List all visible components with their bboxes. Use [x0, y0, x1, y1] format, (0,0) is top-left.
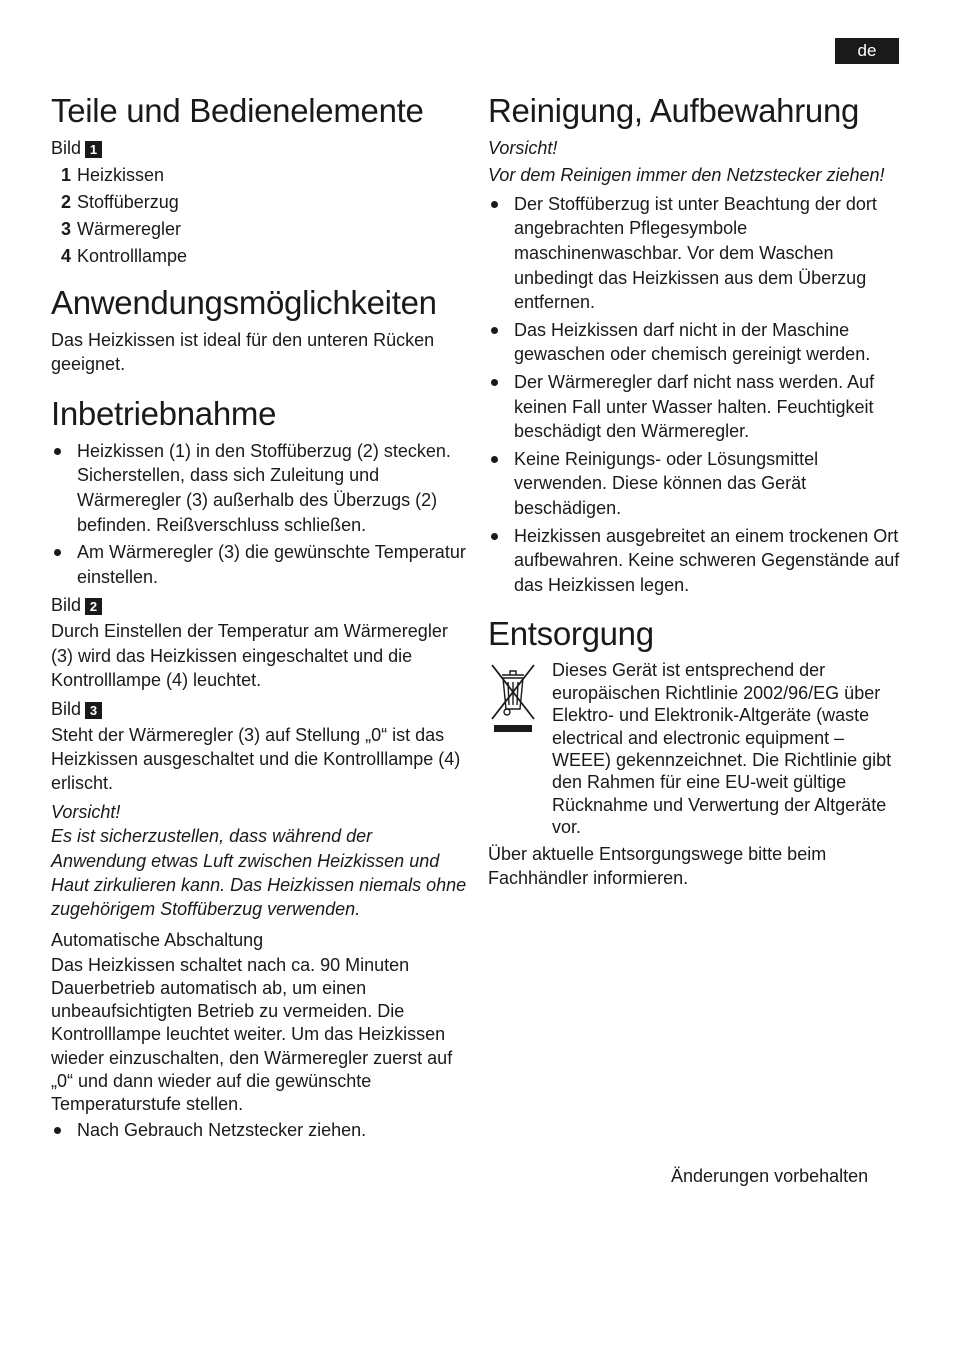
- bullet-text: Keine Reinigungs- oder Lösungsmittel verwenden. Diese können das Gerät beschädigen.: [514, 448, 819, 518]
- list-item: [488, 370, 903, 444]
- caution-text: Vor dem Reinigen immer den Netzstecker ziehen!: [488, 165, 885, 186]
- bullet-text: Nach Gebrauch Netzstecker ziehen.: [77, 1120, 367, 1141]
- list-item: [488, 192, 903, 315]
- footer-note: Änderungen vorbehalten: [671, 1166, 869, 1186]
- part-number: 3: [60, 219, 71, 239]
- bullet-text: Das Heizkissen darf nicht in der Maschine gewaschen oder chemisch gereinigt werden.: [514, 319, 871, 365]
- weee-text: [552, 659, 903, 838]
- bullet-dot-icon: [54, 448, 61, 455]
- bullet-dot-icon: [54, 1127, 61, 1134]
- usage-text: Das Heizkissen ist ideal für den unteren Rücken geeignet.: [51, 330, 435, 375]
- right-column: [488, 90, 903, 902]
- figure-number-badge: 2: [85, 598, 102, 615]
- caution-title: Vorsicht!: [488, 138, 558, 158]
- section-parts: [51, 92, 471, 270]
- crossed-out-wheelie-bin-icon: [488, 659, 542, 838]
- section-cleaning: [488, 92, 903, 597]
- heading-disposal: Entsorgung: [488, 615, 654, 653]
- left-column: [51, 90, 471, 1155]
- figure-number-badge: 1: [85, 141, 102, 158]
- section-startup: [51, 395, 471, 1143]
- language-badge: de: [835, 38, 899, 64]
- part-label: Wärmeregler: [77, 219, 182, 239]
- list-item: [51, 189, 471, 216]
- part-label: Heizkissen: [77, 165, 165, 185]
- bullet-text: Der Stoffüberzug ist unter Beachtung der dort angebrachten Pflegesymbole maschinenwaschbar. Vor dem Waschen unbedingt das Heizkissen aus dem Überzug entfernen.: [514, 193, 877, 313]
- list-item: [488, 524, 903, 598]
- bullet-dot-icon: [54, 549, 61, 556]
- bullet-text: Am Wärmeregler (3) die gewünschte Temperatur einstellen.: [77, 542, 466, 587]
- bullet-text: Der Wärmeregler darf nicht nass werden. Auf keinen Fall unter Wasser halten. Feuchtigkeit beschädigt den Wärmeregler.: [514, 371, 875, 442]
- part-number: 1: [60, 165, 71, 185]
- list-item: [51, 243, 471, 270]
- heading-cleaning: Reinigung, Aufbewahrung: [488, 92, 860, 129]
- heading-usage: Anwendungsmöglichkeiten: [51, 284, 437, 321]
- caution-text: Es ist sicherzustellen, dass während der Anwendung etwas Luft zwischen Heizkissen und Haut zirkulieren kann. Das Heizkissen niemals ohne zugehörigem Stoffüberzug verwenden.: [51, 826, 467, 920]
- auto-shutoff-text: Das Heizkissen schaltet nach ca. 90 Minuten Dauerbetrieb automatisch ab, um einen unbeaufsichtigten Betrieb zu vermeiden. Die Kontrolllampe leuchtet weiter. Um das Heizkissen wieder einzuschalten, den Wärmeregler zuerst auf „0“ und dann wieder auf die gewünschte Temperaturstufe stellen.: [51, 954, 453, 1115]
- list-item: [488, 318, 903, 367]
- figure-label-2: [51, 593, 471, 617]
- list-item: [488, 447, 903, 521]
- caution-title: Vorsicht!: [51, 801, 121, 822]
- bullet-text: Heizkissen ausgebreitet an einem trockenen Ort aufbewahren. Keine schweren Gegenstände auf das Heizkissen legen.: [514, 525, 900, 595]
- disposal-text: Über aktuelle Entsorgungswege bitte beim Fachhändler informieren.: [488, 843, 827, 888]
- list-item: [51, 439, 471, 537]
- figure-label-text: Bild: [51, 138, 82, 158]
- startup-bullets: [51, 439, 471, 590]
- bullet-dot-icon: [491, 533, 498, 540]
- list-item: [51, 162, 471, 189]
- figure-number-badge: 3: [85, 702, 102, 719]
- part-label: Kontrolllampe: [77, 246, 188, 266]
- bullet-dot-icon: [491, 327, 498, 334]
- figure-2-text: Durch Einstellen der Temperatur am Wärmeregler (3) wird das Heizkissen eingeschaltet und die Kontrolllampe (4) leuchtet.: [51, 621, 448, 691]
- bullet-dot-icon: [491, 456, 498, 463]
- figure-label-text: Bild: [51, 595, 82, 616]
- final-bullets: [51, 1118, 471, 1143]
- part-number: 2: [60, 192, 71, 212]
- figure-label-1: [51, 136, 471, 160]
- figure-label-3: [51, 697, 471, 721]
- cleaning-bullets: [488, 192, 903, 598]
- weee-block: [488, 659, 903, 838]
- section-usage: [51, 284, 471, 377]
- auto-shutoff-title: Automatische Abschaltung: [51, 929, 264, 950]
- figure-label-text: Bild: [51, 698, 82, 719]
- part-number: 4: [60, 246, 71, 266]
- bullet-dot-icon: [491, 379, 498, 386]
- parts-list: [51, 162, 471, 270]
- heading-parts: Teile und Bedienelemente: [51, 92, 424, 129]
- bullet-dot-icon: [491, 201, 498, 208]
- list-item: [51, 1118, 471, 1143]
- section-disposal: [488, 615, 903, 889]
- list-item: [51, 540, 471, 589]
- figure-3-text: Steht der Wärmeregler (3) auf Stellung „0“ ist das Heizkissen ausgeschaltet und die Kontrolllampe (4) erlischt.: [51, 724, 461, 794]
- weee-description: Dieses Gerät ist entsprechend der europäischen Richtlinie 2002/96/EG über Elektro- und Elektronik-Altgeräte (waste electrical and electronic equipment – WEEE) gekennzeichnet. Die Richtlinie gibt den Rahmen für eine EU-weit gültige Rücknahme und Verwertung der Altgeräte vor.: [552, 660, 892, 838]
- part-label: Stoffüberzug: [77, 192, 179, 212]
- list-item: [51, 216, 471, 243]
- heading-startup: Inbetriebnahme: [51, 394, 277, 432]
- bullet-text: Heizkissen (1) in den Stoffüberzug (2) stecken. Sicherstellen, dass sich Zuleitung und Wärmeregler (3) außerhalb des Überzugs (2) befinden. Reißverschluss schließen.: [77, 440, 451, 535]
